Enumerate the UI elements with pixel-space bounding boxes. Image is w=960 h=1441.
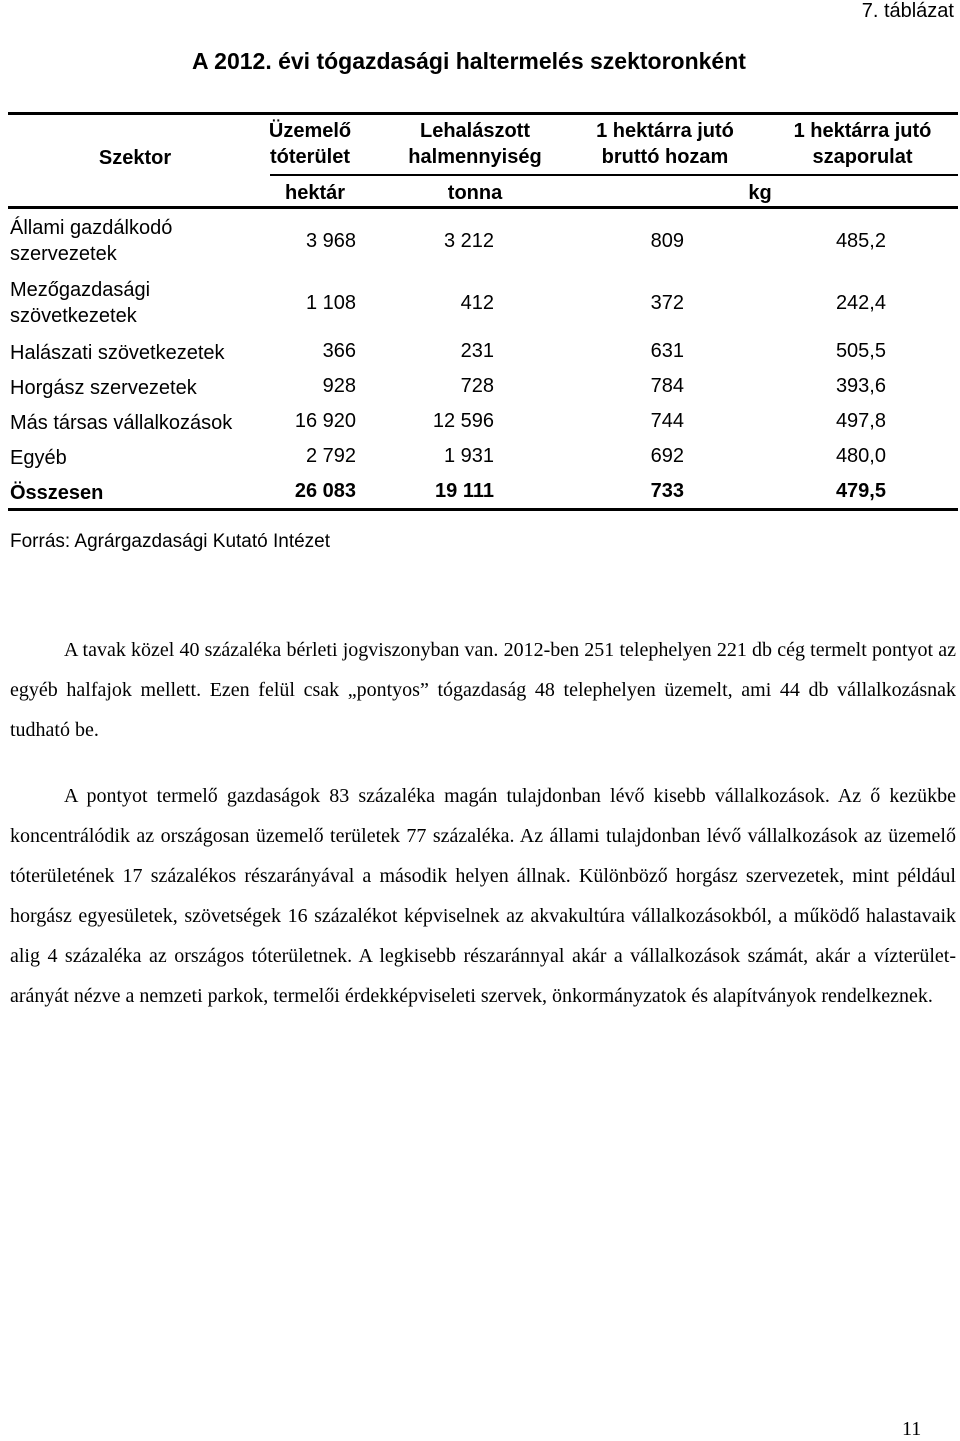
header-gross xyxy=(580,118,750,170)
table-bottom-rule xyxy=(8,508,958,511)
cell-gross: 692 xyxy=(650,445,684,467)
unit-kg: kg xyxy=(748,182,772,204)
row-name: Halászati szövetkezetek xyxy=(10,342,225,364)
table-label: 7. táblázat xyxy=(861,0,954,22)
cell-catch-total: 19 111 xyxy=(435,480,494,502)
header-catch-line1: Lehalászott xyxy=(419,120,531,142)
header-gross-line2: bruttó hozam xyxy=(601,146,729,168)
header-inner-rule xyxy=(270,174,958,176)
cell-growth: 497,8 xyxy=(835,410,886,432)
row-name-total: Összesen xyxy=(10,482,104,504)
page-number: 11 xyxy=(902,1418,922,1440)
row-name: Egyéb xyxy=(10,447,67,469)
header-growth xyxy=(775,118,950,170)
header-area-line1: Üzemelő xyxy=(268,120,352,142)
cell-growth-total: 479,5 xyxy=(835,480,886,502)
cell-area: 16 920 xyxy=(294,410,356,432)
row-name xyxy=(10,215,172,267)
table-title: A 2012. évi tógazdasági haltermelés szektoronként xyxy=(192,48,746,74)
header-catch-line2: halmennyiség xyxy=(408,146,542,168)
cell-area: 366 xyxy=(322,340,356,362)
cell-gross: 784 xyxy=(650,375,684,397)
cell-catch: 231 xyxy=(460,340,494,362)
cell-growth: 505,5 xyxy=(835,340,886,362)
cell-gross: 744 xyxy=(650,410,684,432)
cell-catch: 412 xyxy=(460,292,494,314)
cell-growth: 393,6 xyxy=(835,375,886,397)
cell-gross-total: 733 xyxy=(650,480,684,502)
header-area xyxy=(255,118,365,170)
cell-catch: 728 xyxy=(460,375,494,397)
unit-hectare: hektár xyxy=(284,182,346,204)
table-top-rule xyxy=(8,112,958,115)
cell-catch: 12 596 xyxy=(432,410,494,432)
cell-catch: 1 931 xyxy=(443,445,494,467)
row-name-line2: szövetkezetek xyxy=(10,305,137,327)
header-sector: Szektor xyxy=(98,147,172,169)
row-name-line1: Mezőgazdasági xyxy=(10,279,151,301)
header-catch xyxy=(395,118,555,170)
cell-area: 1 108 xyxy=(305,292,356,314)
row-name-line1: Állami gazdálkodó xyxy=(10,217,173,239)
cell-growth: 242,4 xyxy=(835,292,886,314)
header-area-line2: tóterület xyxy=(270,146,350,168)
row-name: Más társas vállalkozások xyxy=(10,412,233,434)
header-growth-line2: szaporulat xyxy=(812,146,913,168)
cell-area: 3 968 xyxy=(305,230,356,252)
unit-tonne: tonna xyxy=(447,182,503,204)
cell-gross: 631 xyxy=(650,340,684,362)
paragraph-1: A tavak közel 40 százaléka bérleti jogviszonyban van. 2012-ben 251 telephelyen 221 db cég termelt pontyot az egyéb halfajok mellett. Ezen felül csak „pontyos” tógazdaság 48 telephelyen üzemelt, ami 44 db vállalkozásnak tudható be. xyxy=(10,639,956,741)
cell-growth: 485,2 xyxy=(835,230,886,252)
cell-gross: 372 xyxy=(650,292,684,314)
header-bottom-rule xyxy=(8,206,958,209)
cell-growth: 480,0 xyxy=(835,445,886,467)
source-note: Forrás: Agrárgazdasági Kutató Intézet xyxy=(10,531,331,552)
header-gross-line1: 1 hektárra jutó xyxy=(596,120,734,142)
cell-area: 2 792 xyxy=(305,445,356,467)
header-growth-line1: 1 hektárra jutó xyxy=(793,120,932,142)
row-name-line2: szervezetek xyxy=(10,243,117,265)
cell-gross: 809 xyxy=(650,230,684,252)
cell-area: 928 xyxy=(322,375,356,397)
cell-area-total: 26 083 xyxy=(294,480,356,502)
row-name xyxy=(10,277,150,329)
cell-catch: 3 212 xyxy=(443,230,494,252)
paragraph-2: A pontyot termelő gazdaságok 83 százaléka magán tulajdonban lévő kisebb vállalkozások. Az ő kezükbe koncentrálódik az országosan üzemelő területek 77 százaléka. Az állami tulajdonban lévő vállalkozások az üzemelő tóterületének 17 százalékos részarányával a második helyen állnak. Különböző horgász szervezetek, mint például horgász egyesületek, szövetségek 16 százalékot képviselnek az akvakultúra vállalkozásokból, a működő halastavaik alig 4 százaléka az országos tóterületnek. A legkisebb részaránnyal akár a vállalkozások számát, akár a vízterület-arányát nézve a nemzeti parkok, termelői érdekképviseleti szervek, önkormányzatok és alapítványok rendelkeznek. xyxy=(10,785,956,1007)
row-name: Horgász szervezetek xyxy=(10,377,197,399)
